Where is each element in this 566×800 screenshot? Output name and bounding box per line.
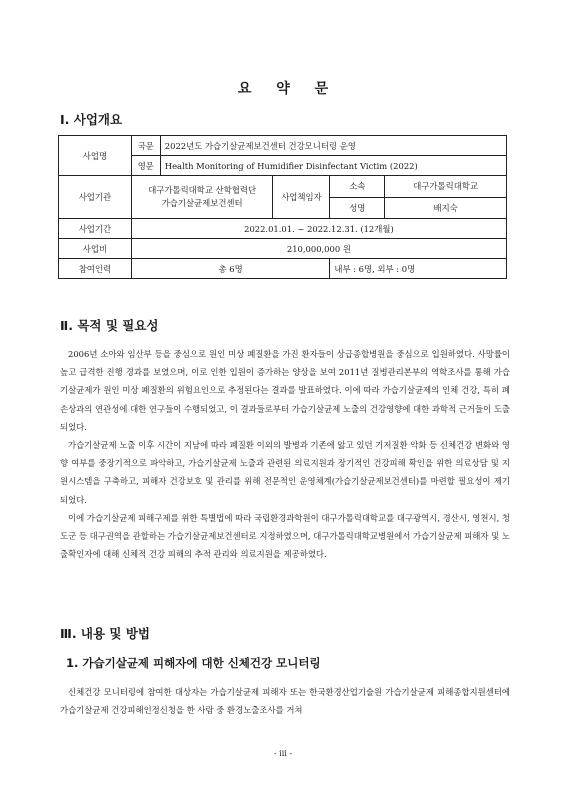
table-cell-label: 사업기간 [59, 219, 132, 239]
table-row [59, 176, 507, 198]
table-row [59, 239, 507, 259]
table-cell-label: 참여인력 [59, 259, 132, 279]
table-cell-label: 사업비 [59, 239, 132, 259]
table-row [59, 219, 507, 239]
page-title [0, 78, 566, 98]
section-heading-methods: Ⅲ. 내용 및 방법 [60, 626, 150, 641]
paragraph: 가습기살균제 노출 이후 시간이 지남에 따라 폐질환 이외의 발병과 기존에 앓고 있던 기저질환 악화 등 신체건강 변화와 영향 여부를 중장기적으로 파악하고, 가습기살균제 노출과 관련된 의료지원과 장기적인 건강피해 확인을 위한 의료상담 및 지원시스템을 구축하고, 피해자 건강보호 및 관리를 위해 전문적인 운영체계(가습기살균제보건센터)를 마련할 필요성이 제기되었다. [60, 440, 510, 505]
table-cell-label: 국문 [131, 136, 160, 156]
section-heading-purpose: Ⅱ. 목적 및 필요성 [60, 318, 159, 333]
methods-body [60, 683, 510, 719]
table-cell-value: 2022.01.01. ~ 2022.12.31. (12개월) [131, 219, 506, 239]
title-char: 문 [314, 81, 329, 97]
table-row [59, 259, 507, 279]
section-heading-overview: Ⅰ. 사업개요 [60, 112, 123, 127]
table-cell-label: 사업명 [59, 136, 132, 176]
purpose-body [60, 345, 510, 563]
table-cell-value: 210,000,000 원 [131, 239, 506, 259]
agency-line: 가습기살균제보건센터 [161, 198, 243, 208]
title-char: 약 [276, 81, 290, 97]
table-cell-label: 사업기관 [59, 176, 132, 219]
table-cell-label: 사업책임자 [273, 176, 330, 219]
table-cell-label: 성명 [330, 197, 385, 219]
table-cell-value: Health Monitoring of Humidifier Disinfectant Victim (2022) [160, 156, 506, 176]
paragraph: 2006년 소아와 임산부 등을 중심으로 원인 미상 폐질환을 가진 환자들이 상급종합병원을 중심으로 입원하였다. 사망률이 높고 급격한 진행 경과를 보였으며, 이로 인한 입원이 증가하는 양상을 보여 2011년 질병관리본부의 역학조사를 통해 가습기살균제가 원인 미상 폐질환의 위험요인으로 추정된다는 결과를 발표하였다. 이에 따라 가습기살균제의 인체 건강, 특히 폐 손상과의 연관성에 대한 연구들이 수행되었고, 이 결과들로부터 가습기살균제 노출의 건강영향에 대한 과학적 근거들이 도출되었다. [60, 349, 510, 432]
table-cell-value: 대구가톨릭대학교 [385, 176, 507, 198]
table-cell-label: 영문 [131, 156, 160, 176]
title-char: 요 [237, 81, 252, 97]
table-cell-value: 내부 : 6명, 외부 : 0명 [330, 259, 507, 279]
paragraph: 신체건강 모니터링에 참여한 대상자는 가습기살균제 피해자 또는 한국환경산업기술원 가습기살균제 피해종합지원센터에 가습기살균제 건강피해인정신청을 한 사람 중 환경노출조사를 거쳐 [60, 687, 510, 716]
table-row [59, 136, 507, 156]
agency-line: 대구가톨릭대학교 산학협력단 [148, 185, 257, 195]
subsection-heading: 1. 가습기살균제 피해자에 대한 신체건강 모니터링 [66, 656, 321, 670]
overview-table [58, 135, 507, 279]
table-cell-value: 2022년도 가습기살균제보건센터 건강모니터링 운영 [160, 136, 506, 156]
table-cell-label: 소속 [330, 176, 385, 198]
paragraph: 이에 가습기살균제 피해구제를 위한 특별법에 따라 국립환경과학원이 대구가톨릭대학교를 대구광역시, 경산시, 영천시, 청도군 등 대구권역을 관할하는 가습기살균제보건센터로 지정하였으며, 대구가톨릭대학교병원에서 가습기살균제 피해자 및 노출확인자에 대해 신체적 건강 피해의 추적 관리와 의료지원을 제공하였다. [60, 512, 510, 560]
table-cell-value: 배지숙 [385, 197, 507, 219]
page-number: - iii - [273, 749, 293, 758]
table-cell-value: 총 6명 [131, 259, 330, 279]
table-cell-value [131, 176, 273, 219]
